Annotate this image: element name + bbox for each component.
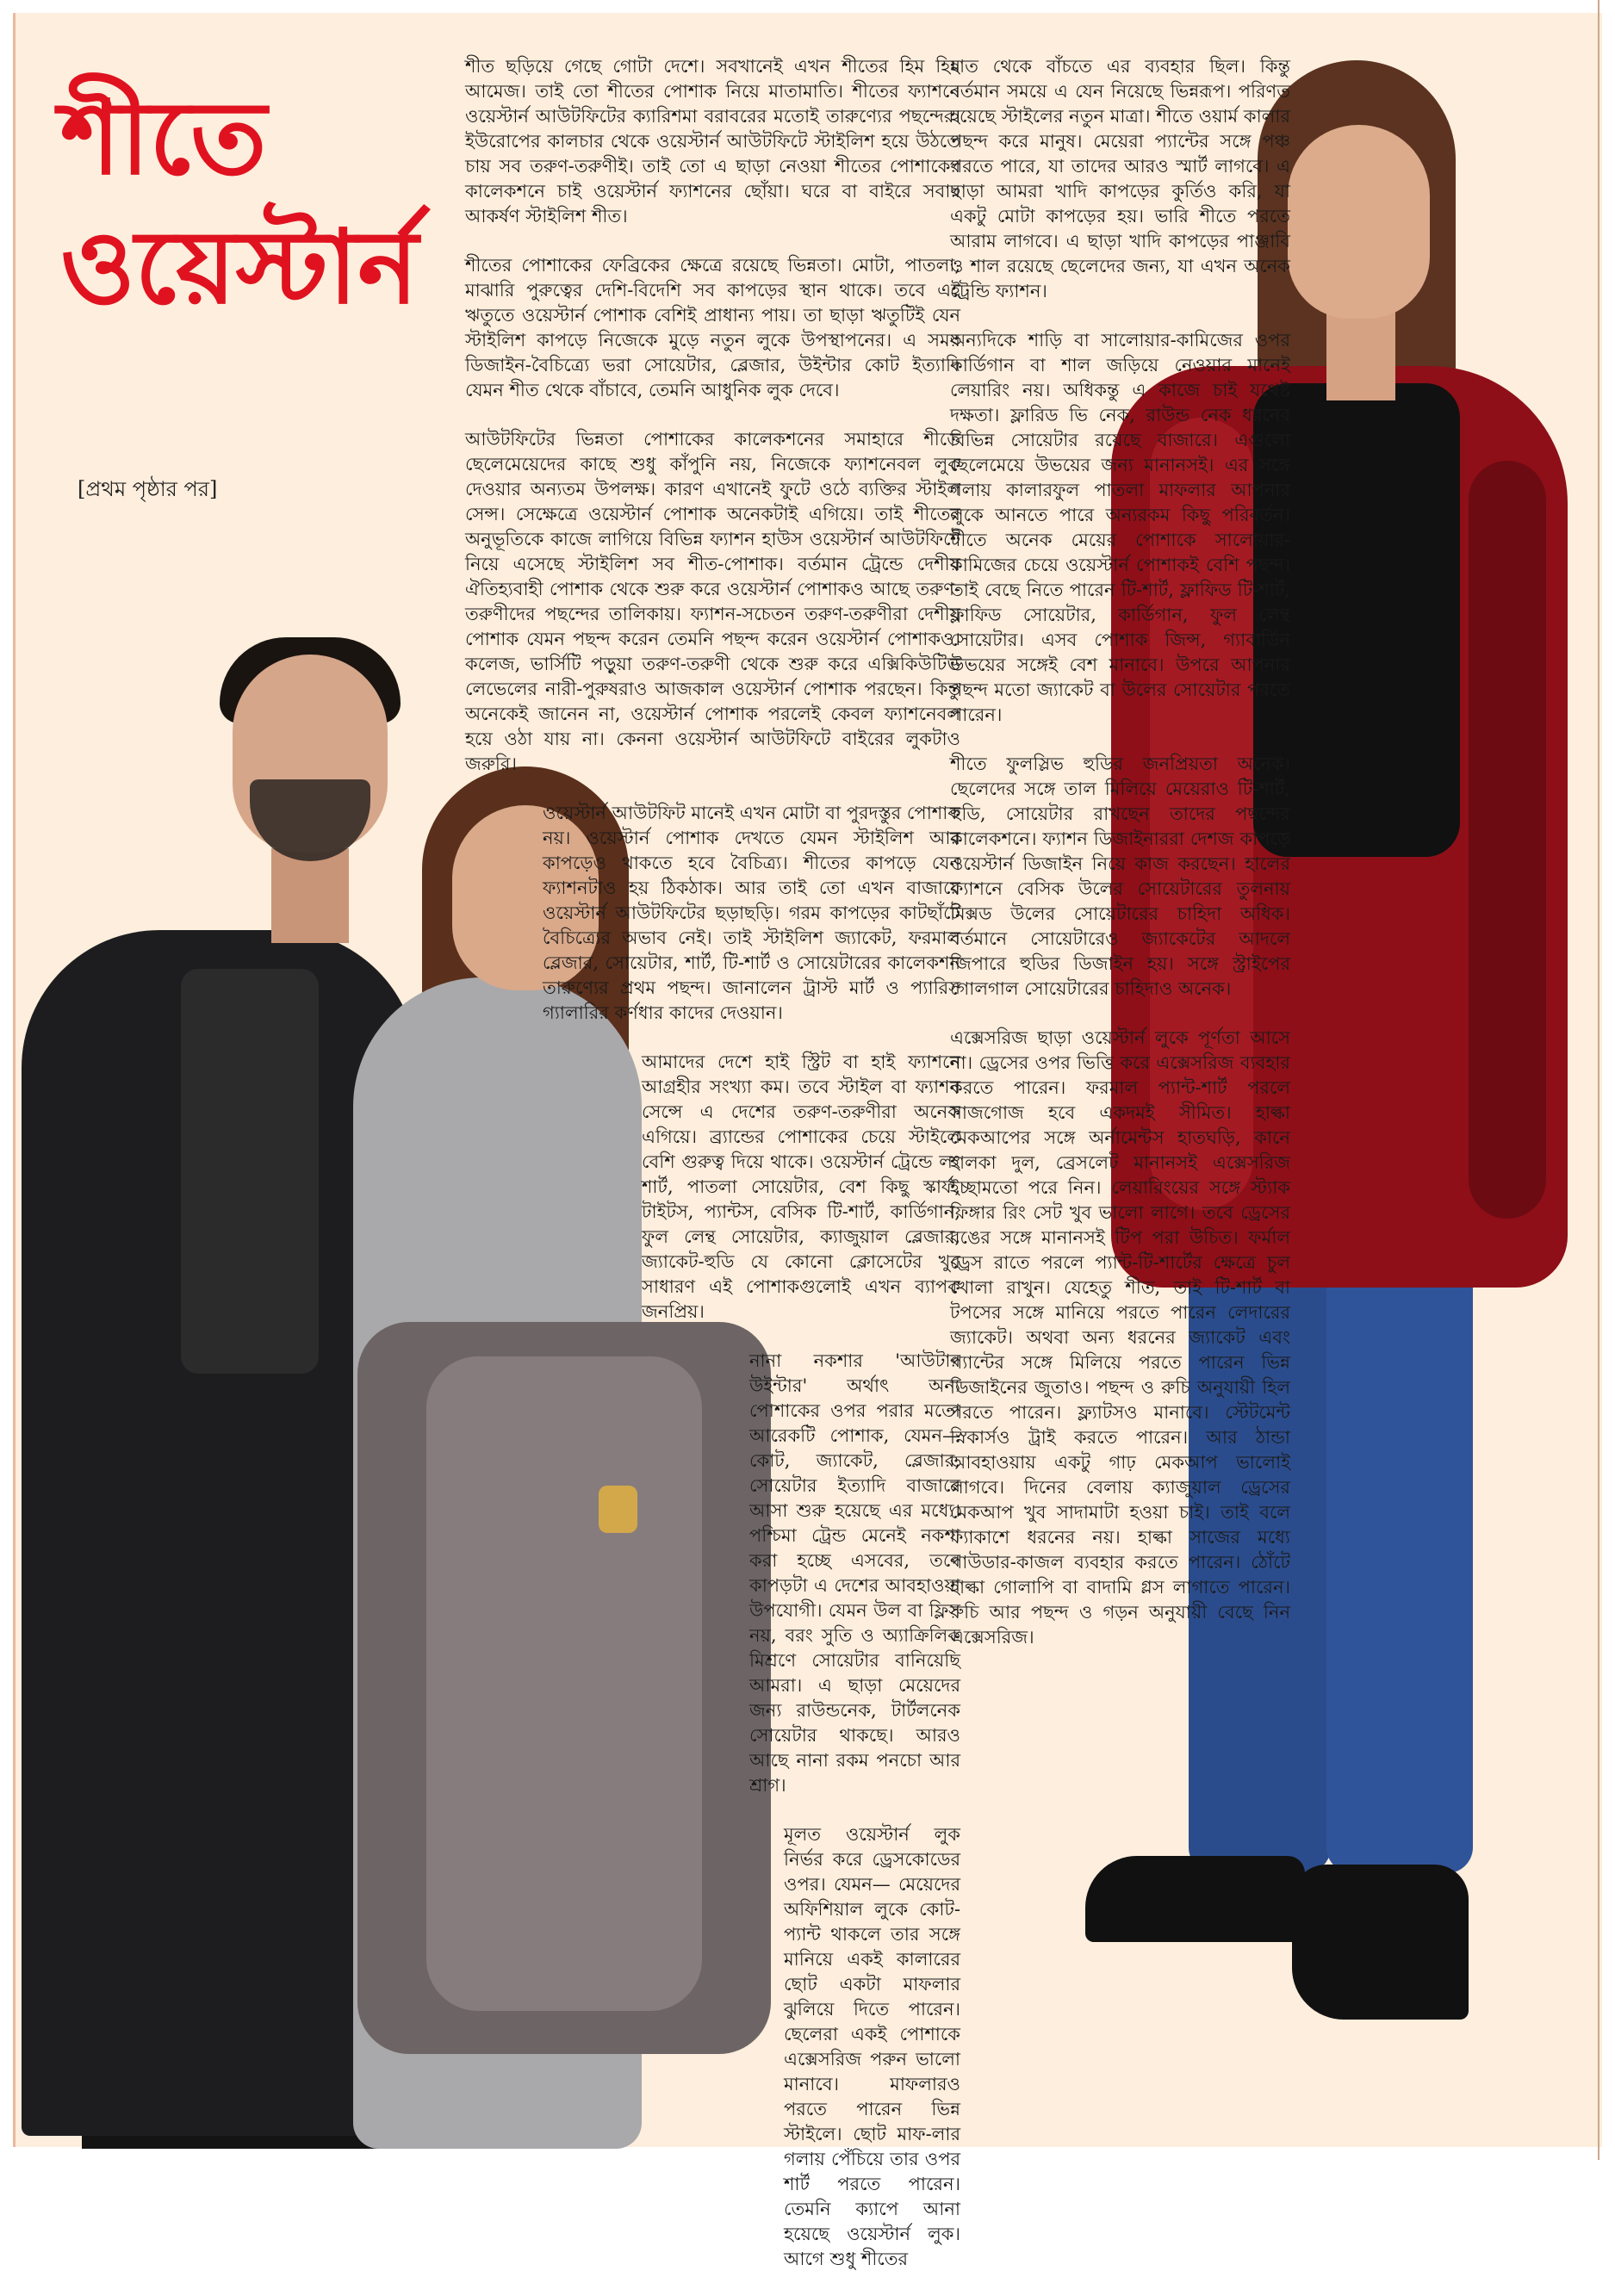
paragraph: ওয়েস্টার্ন আউটফিট মানেই এখন মোটা বা পুরদস্তুর পোশাক নয়। ওয়েস্টার্ন পোশাক দেখতে যেমন স্টাইলিশ আর কাপড়েও থাকতে হবে বৈচিত্র্য। শীতের কাপড়ে যেন ফ্যাশনটাও হয় ঠিকঠাক। আর তাই তো এখন বাজারে ওয়েস্টার্ন আউটফিটের ছড়াছড়ি। গরম কাপড়ের কাটছাঁটে বৈচিত্র্যের অভাব নেই। তাই স্টাইলিশ জ্যাকেট, ফরমাল ব্লেজার, সোয়েটার, শার্ট, টি-শার্ট ও সোয়েটারের কালেকশন তারুণ্যের প্রথম পছন্দ। জানালেন ট্রাস্ট মার্ট ও প্যারিস গ্যালারির কর্ণধার কাদের দেওয়ান। — [543, 803, 960, 1023]
paragraph: শীত ছড়িয়ে গেছে গোটা দেশে। সবখানেই এখন শীতের হিম হিম আমেজ। তাই তো শীতের পোশাক নিয়ে মাতামাতি। শীতের ফ্যাশনে ওয়েস্টার্ন আউটফিটের ক্যারিশমা বরাবরের মতোই তারুণ্যের পছন্দের। ইউরোপের কালচার থেকে ওয়েস্টার্ন আউটফিটে স্টাইলিশ হয়ে উঠতে চায় সব তরুণ-তরুণীই। তাই তো এ ছাড়া নেওয়া শীতের পোশাকের কালেকশনে চাই ওয়েস্টার্ন ফ্যাশনের ছোঁয়া। ঘরে বা বাইরে সবার আকর্ষণ স্টাইলিশ শীত। — [465, 56, 960, 226]
heel-right — [1292, 1865, 1469, 2020]
page-edge-rule — [13, 13, 16, 2147]
heel-left — [1085, 1856, 1305, 1942]
article-column-2 — [950, 54, 1290, 1674]
man-tshirt — [181, 969, 319, 1374]
paragraph: মূলত ওয়েস্টার্ন লুক নির্ভর করে ড্রেসকোডের ওপর। যেমন— মেয়েদের অফিশিয়াল লুকে কোট-প্যান্ট থাকলে তার সঙ্গে মানিয়ে একই কালারের ছোট একটা মাফলার ঝুলিয়ে দিতে পারেন। ছেলেরা একই পোশাকে এক্সেসরিজ পরুন ভালো মানাবে। মাফলারও পরতে পারেন ভিন্ন স্টাইলে। ছোট মাফ-লার গলায় পেঁচিয়ে তার ওপর শার্ট পরতে পারেন। তেমনি ক্যাপে আনা হয়েছে ওয়েস্টার্ন লুক। আগে শুধু শীতের — [784, 1824, 960, 2269]
paragraph: আউটফিটের ভিন্নতা পোশাকের কালেকশনের সমাহারে শীতে ছেলেমেয়েদের কাছে শুধু কাঁপুনি নয়, নিজেকে ফ্যাশনেবল লুক দেওয়ার অন্যতম উপলক্ষ। কারণ এখানেই ফুটে ওঠে ব্যক্তির স্টাইল সেন্স। সেক্ষেত্রে ওয়েস্টার্ন পোশাক অনেকটাই এগিয়ে। তাই শীতের অনুভূতিকে কাজে লাগিয়ে বিভিন্ন ফ্যাশন হাউস ওয়েস্টার্ন আউটফিটে নিয়ে এসেছে স্টাইলিশ সব শীত-পোশাক। বর্তমান ট্রেন্ডে দেশীয় ঐতিহ্যবাহী পোশাক থেকে শুরু করে ওয়েস্টার্ন পোশাকও আছে তরুণ-তরুণীদের পছন্দের তালিকায়। ফ্যাশন-সচেতন তরুণ-তরুণীরা দেশীয় পোশাক যেমন পছন্দ করেন তেমনি পছন্দ করেন ওয়েস্টার্ন পোশাকও। কলেজ, ভার্সিটি পড়ুয়া তরুণ-তরুণী থেকে শুরু করে এক্সিকিউটিভ লেভেলের নারী-পুরুষরাও আজকাল ওয়েস্টার্ন পোশাক পরছেন। কিন্তু অনেকেই জানেন না, ওয়েস্টার্ন পোশাক পরলেই কেবল ফ্যাশনেবল হয়ে ওঠা যায় না। কেননা ওয়েস্টার্ন আউটফিটে বাইরের লুকটাও জরুরি। — [465, 429, 960, 774]
paragraph: শীতের পোশাকের ফেব্রিকের ক্ষেত্রে রয়েছে ভিন্নতা। মোটা, পাতলা, মাঝারি পুরুত্বের দেশি-বিদেশি সব কাপড়ের স্থান থাকে। তবে এই ঋতুতে ওয়েস্টার্ন পোশাক বেশিই প্রাধান্য পায়। তা ছাড়া ঋতুটিই যেন স্টাইলিশ কাপড়ে নিজেকে মুড়ে নতুন লুকে উপস্থাপনের। এ সময় ডিজাইন-বৈচিত্র্যে ভরা সোয়েটার, ব্লেজার, উইন্টার কোট ইত্যাদি যেমন শীত থেকে বাঁচাবে, তেমনি আধুনিক লুক দেবে। — [465, 255, 960, 400]
paragraph: নানা নকশার 'আউটার উইন্টার' অর্থাৎ অন্য পোশাকের ওপর পরার মতো আরেকটি পোশাক, যেমন— কোট, জ্যাকেট, ব্লেজার, সোয়েটার ইত্যাদি বাজারে আসা শুরু হয়েছে এর মধ্যে। পশ্চিমা ট্রেন্ড মেনেই নকশা করা হচ্ছে এসবের, তবে কাপড়টা এ দেশের আবহাওয়া উপযোগী। যেমন উল বা ফ্লিস নয়, বরং সুতি ও অ্যাক্রিলিক মিশ্রণে সোয়েটার বানিয়েছি আমরা। এ ছাড়া মেয়েদের জন্য রাউন্ডনেক, টার্টলনেক সোয়েটার থাকছে। আরও আছে নানা রকম পনচো আর শ্রাগ। — [749, 1350, 960, 1796]
headline-line-1: শীতে — [60, 78, 267, 197]
page-right-rule — [1598, 0, 1599, 2160]
paragraph: শীতে ফুলস্লিভ হুডির জনপ্রিয়তা অনেক। ছেলেদের সঙ্গে তাল মিলিয়ে মেয়েরাও টি-শার্ট, হুডি, সোয়েটার রাখছেন তাদের পছন্দের কালেকশনে। ফ্যাশন ডিজাইনাররা দেশজ কাপড়ে ওয়েস্টার্ন ডিজাইন নিয়ে কাজ করছেন। হালের ফ্যাশনে বেসিক উলের সোয়েটারের তুলনায় মিক্সড উলের সোয়েটারের চাহিদা অধিক। বর্তমানে সোয়েটারেও জ্যাকেটের আদলে জিপারে হুডির ডিজাইন হয়। সঙ্গে স্ট্রাইপের গোলগাল সোয়েটারের চাহিদাও অনেক। — [950, 754, 1290, 999]
paragraph: হাত থেকে বাঁচতে এর ব্যবহার ছিল। কিন্তু বর্তমান সময়ে এ যেন নিয়েছে ভিন্নরূপ। পরিণত হয়েছে স্টাইলের নতুন মাত্রা। শীতে ওয়ার্ম কালার পছন্দ করে মানুষ। মেয়েরা প্যান্টের সঙ্গে পঞ্চ পরতে পারে, যা তাদের আরও স্মার্ট লাগবে। এ ছাড়া আমরা খাদি কাপড়ের কুর্তিও করি, যা একটু মোটা কাপড়ের হয়। ভারি শীতে পরতে আরাম লাগবে। এ ছাড়া খাদি কাপড়ের পাঞ্জাবি ও শাল রয়েছে ছেলেদের জন্য, যা এখন অনেক ট্রেন্ডি ফ্যাশন। — [950, 56, 1290, 301]
headline-line-2: ওয়েস্টার্ন — [60, 207, 419, 326]
paragraph: অন্যদিকে শাড়ি বা সালোয়ার-কামিজের ওপর কার্ডিগান বা শাল জড়িয়ে নেওয়ার মানেই লেয়ারিং নয়। অধিকন্তু এ কাজে চাই যথেষ্ট দক্ষতা। ফ্লারিড ভি নেক, রাউন্ড নেক ধরনের বিভিন্ন সোয়েটার রয়েছে বাজারে। এগুলো ছেলেমেয়ে উভয়ের জন্য মানানসই। এর সঙ্গে গলায় কালারফুল পাতলা মাফলার আপনার লুকে আনতে পারে অন্যরকম কিছু পরিবর্তন। শীতে অনেক মেয়ের পোশাকে সালোয়ার-কামিজের চেয়ে ওয়েস্টার্ন পোশাকই বেশি পছন্দ। তাই বেছে নিতে পারেন টি-শার্ট, ফ্লাফিড টি-শার্ট, ফ্লাফিড সোয়েটার, কার্ডিগান, ফুল লেন্থ সোয়েটার। এসব পোশাক জিন্স, গ্যাবার্ডিন উভয়ের সঙ্গেই বেশ মানাবে। উপরে আপনার পছন্দ মতো জ্যাকেট বা উলের সোয়েটার পরতে পারেন। — [950, 330, 1290, 725]
paragraph: এক্সেসরিজ ছাড়া ওয়েস্টার্ন লুকে পূর্ণতা আসে না। ড্রেসের ওপর ভিত্তি করে এক্সেসরিজ ব্যবহার করতে পারেন। ফরমাল প্যান্ট-শার্ট পরলে সাজগোজ হবে একদমই সীমিত। হাল্কা মেকআপের সঙ্গে অর্নামেন্টস হাতঘড়ি, কানে হালকা দুল, ব্রেসলেট মানানসই এক্সেসরিজ ইচ্ছামতো পরে নিন। লেয়ারিংয়ের সঙ্গে স্ট্যাক ফিঙ্গার রিং সেট খুব ভালো লাগে। তবে ড্রেসের রঙের সঙ্গে মানানসই টিপ পরা উচিত। ফর্মাল ড্রেস রাতে পরলে প্যান্ট-টি-শার্টের ক্ষেত্রে চুল খোলা রাখুন। যেহেতু শীত, তাই টি-শার্ট বা টপসের সঙ্গে মানিয়ে পরতে পারেন লেদারের জ্যাকেট। অথবা অন্য ধরনের জ্যাকেট এবং প্যান্টের সঙ্গে মিলিয়ে পরতে পারেন ভিন্ন ডিজাইনের জুতাও। পছন্দ ও রুচি অনুযায়ী হিল পরতে পারেন। ফ্ল্যাটসও মানাবে। স্টেটমেন্ট স্নিকার্সও ট্রাই করতে পারেন। আর ঠান্ডা আবহাওয়ায় একটু গাঢ় মেকআপ ভালোই লাগবে। দিনের বেলায় ক্যাজুয়াল ড্রেসের মেকআপ খুব সাদামাটা হওয়া চাই। তাই বলে ফ্যাকাশে ধরনের নয়। হাল্কা সাজের মধ্যে পাউডার-কাজল ব্যবহার করতে পারেন। ঠোঁটে হাল্কা গোলাপি বা বাদামি গ্লস লাগাতে পারেন। রুচি আর পছন্দ ও গড়ন অনুযায়ী বেছে নিন এক্সেসরিজ। — [950, 1027, 1290, 1648]
article-column-1 — [465, 54, 960, 2296]
woman2-face — [1288, 125, 1430, 319]
newspaper-page — [13, 13, 1602, 2269]
paragraph: আমাদের দেশে হাই স্ট্রিট বা হাই ফ্যাশনে আগ্রহীর সংখ্যা কম। তবে স্টাইল বা ফ্যাশন সেন্সে এ দেশের তরুণ-তরুণীরা অনেক এগিয়ে। ব্র্যান্ডের পোশাকের চেয়ে স্টাইলে বেশি গুরুত্ব দিয়ে থাকে। ওয়েস্টার্ন ট্রেন্ডে লং শার্ট, পাতলা সোয়েটার, বেশ কিছু স্কার্ফ, টাইটস, প্যান্টস, বেসিক টি-শার্ট, কার্ডিগান, ফুল লেন্থ সোয়েটার, ক্যাজুয়াল ব্লেজার, জ্যাকেট-হুডি যে কোনো ক্লোসেটের খুব সাধারণ এই পোশাকগুলোই এখন ব্যাপক জনপ্রিয়। — [642, 1052, 960, 1322]
headline — [60, 73, 474, 332]
continuation-label: [প্রথম পৃষ্ঠার পর] — [78, 477, 218, 501]
